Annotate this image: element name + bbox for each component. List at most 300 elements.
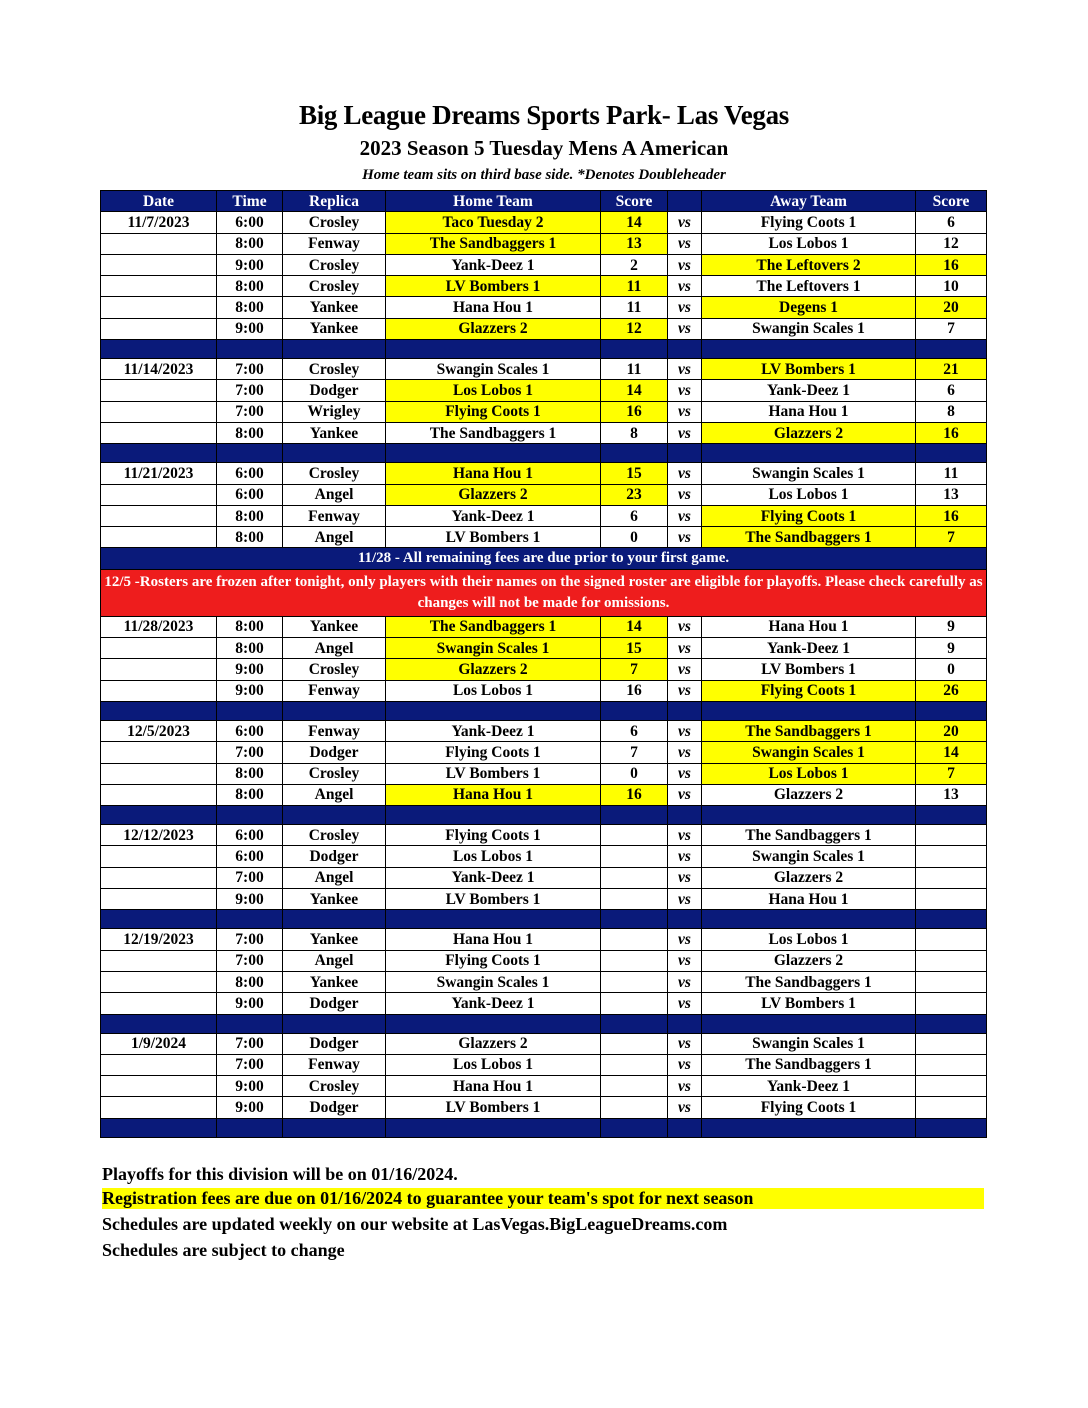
game-time: 9:00 <box>217 993 283 1014</box>
vs-label: vs <box>668 401 702 422</box>
roster-alert: 12/5 -Rosters are frozen after tonight, only players with their names on the signed roster are eligible for playoffs. Please check carefully as changes will not be made for omissions. <box>101 569 987 616</box>
game-date <box>101 889 217 910</box>
table-row <box>101 276 987 297</box>
field-name: Fenway <box>283 680 386 701</box>
separator-cell <box>101 1118 217 1137</box>
table-row <box>101 950 987 971</box>
away-score: 16 <box>916 254 987 275</box>
home-team: The Sandbaggers 1 <box>386 233 601 254</box>
home-score: 16 <box>601 401 668 422</box>
field-name: Fenway <box>283 720 386 741</box>
header-home-team: Home Team <box>386 191 601 212</box>
game-date <box>101 318 217 339</box>
separator-cell <box>101 1014 217 1033</box>
field-name: Angel <box>283 638 386 659</box>
separator-cell <box>668 1014 702 1033</box>
field-name: Angel <box>283 867 386 888</box>
away-team: LV Bombers 1 <box>702 359 916 380</box>
separator-cell <box>283 806 386 825</box>
field-name: Crosley <box>283 463 386 484</box>
away-score: 12 <box>916 233 987 254</box>
separator-cell <box>386 1118 601 1137</box>
game-date <box>101 950 217 971</box>
table-row <box>101 297 987 318</box>
away-team: Swangin Scales 1 <box>702 318 916 339</box>
away-team: The Sandbaggers 1 <box>702 720 916 741</box>
game-time: 7:00 <box>217 1054 283 1075</box>
registration-note: Registration fees are due on 01/16/2024 to guarantee your team's spot for next season <box>102 1188 984 1209</box>
game-time: 8:00 <box>217 422 283 443</box>
game-time: 7:00 <box>217 867 283 888</box>
away-score: 6 <box>916 380 987 401</box>
field-name: Yankee <box>283 929 386 950</box>
vs-label: vs <box>668 1054 702 1075</box>
game-time: 7:00 <box>217 359 283 380</box>
schedule-table <box>100 190 987 1138</box>
away-team: The Sandbaggers 1 <box>702 971 916 992</box>
separator-cell <box>101 910 217 929</box>
away-team: Glazzers 2 <box>702 950 916 971</box>
game-date <box>101 680 217 701</box>
away-team: Los Lobos 1 <box>702 484 916 505</box>
home-score: 11 <box>601 297 668 318</box>
vs-label: vs <box>668 659 702 680</box>
game-date <box>101 1097 217 1118</box>
home-score <box>601 867 668 888</box>
home-team: Hana Hou 1 <box>386 297 601 318</box>
field-name: Crosley <box>283 1076 386 1097</box>
home-team: Flying Coots 1 <box>386 825 601 846</box>
home-team: LV Bombers 1 <box>386 1097 601 1118</box>
home-team: Glazzers 2 <box>386 318 601 339</box>
away-team: Yank-Deez 1 <box>702 1076 916 1097</box>
game-time: 8:00 <box>217 638 283 659</box>
game-date <box>101 742 217 763</box>
home-score <box>601 1097 668 1118</box>
game-time: 7:00 <box>217 950 283 971</box>
away-team: Swangin Scales 1 <box>702 742 916 763</box>
game-date: 11/7/2023 <box>101 212 217 233</box>
table-row <box>101 971 987 992</box>
home-score: 11 <box>601 359 668 380</box>
game-date <box>101 1076 217 1097</box>
table-row <box>101 318 987 339</box>
field-name: Dodger <box>283 380 386 401</box>
field-name: Wrigley <box>283 401 386 422</box>
game-date: 12/5/2023 <box>101 720 217 741</box>
home-score <box>601 950 668 971</box>
table-row <box>101 680 987 701</box>
field-name: Crosley <box>283 212 386 233</box>
home-team: Hana Hou 1 <box>386 929 601 950</box>
away-score: 8 <box>916 401 987 422</box>
vs-label: vs <box>668 846 702 867</box>
home-team: LV Bombers 1 <box>386 889 601 910</box>
home-score: 23 <box>601 484 668 505</box>
game-time: 6:00 <box>217 720 283 741</box>
header-away-team: Away Team <box>702 191 916 212</box>
vs-label: vs <box>668 616 702 637</box>
home-team: Flying Coots 1 <box>386 401 601 422</box>
table-row <box>101 359 987 380</box>
away-score <box>916 1076 987 1097</box>
game-date <box>101 993 217 1014</box>
separator-cell <box>668 806 702 825</box>
home-score: 15 <box>601 463 668 484</box>
field-name: Dodger <box>283 1097 386 1118</box>
away-team: The Leftovers 2 <box>702 254 916 275</box>
game-date <box>101 297 217 318</box>
away-team: The Leftovers 1 <box>702 276 916 297</box>
away-team: Flying Coots 1 <box>702 212 916 233</box>
away-score: 11 <box>916 463 987 484</box>
field-name: Crosley <box>283 763 386 784</box>
game-time: 9:00 <box>217 318 283 339</box>
away-team: Swangin Scales 1 <box>702 1033 916 1054</box>
fees-banner-row <box>101 548 987 569</box>
separator-cell <box>702 340 916 359</box>
field-name: Yankee <box>283 422 386 443</box>
home-score: 7 <box>601 659 668 680</box>
away-score <box>916 867 987 888</box>
game-date <box>101 638 217 659</box>
separator-cell <box>702 1118 916 1137</box>
game-time: 7:00 <box>217 401 283 422</box>
game-date <box>101 784 217 805</box>
away-team: Los Lobos 1 <box>702 929 916 950</box>
away-team: Hana Hou 1 <box>702 401 916 422</box>
vs-label: vs <box>668 1076 702 1097</box>
away-score <box>916 825 987 846</box>
table-row <box>101 867 987 888</box>
home-score: 16 <box>601 680 668 701</box>
table-row <box>101 527 987 548</box>
schedule-body <box>101 212 987 1137</box>
game-time: 6:00 <box>217 212 283 233</box>
away-team: Yank-Deez 1 <box>702 380 916 401</box>
home-team: Glazzers 2 <box>386 1033 601 1054</box>
separator-cell <box>217 340 283 359</box>
vs-label: vs <box>668 359 702 380</box>
away-team: Los Lobos 1 <box>702 763 916 784</box>
game-time: 8:00 <box>217 297 283 318</box>
vs-label: vs <box>668 527 702 548</box>
table-row <box>101 638 987 659</box>
vs-label: vs <box>668 993 702 1014</box>
separator-cell <box>101 806 217 825</box>
website-note: Schedules are updated weekly on our website at LasVegas.BigLeagueDreams.com <box>102 1214 728 1234</box>
table-row <box>101 422 987 443</box>
away-team: Yank-Deez 1 <box>702 638 916 659</box>
separator-cell <box>217 1014 283 1033</box>
home-team: Los Lobos 1 <box>386 1054 601 1075</box>
game-time: 8:00 <box>217 616 283 637</box>
game-time: 8:00 <box>217 276 283 297</box>
table-row <box>101 616 987 637</box>
away-score <box>916 1054 987 1075</box>
field-name: Yankee <box>283 889 386 910</box>
home-team: Yank-Deez 1 <box>386 720 601 741</box>
home-team: LV Bombers 1 <box>386 763 601 784</box>
separator-cell <box>283 1118 386 1137</box>
vs-label: vs <box>668 638 702 659</box>
game-time: 8:00 <box>217 971 283 992</box>
away-score <box>916 1097 987 1118</box>
game-time: 8:00 <box>217 505 283 526</box>
away-team: Hana Hou 1 <box>702 616 916 637</box>
vs-label: vs <box>668 867 702 888</box>
separator-cell <box>217 806 283 825</box>
field-name: Dodger <box>283 1033 386 1054</box>
field-name: Angel <box>283 784 386 805</box>
vs-label: vs <box>668 484 702 505</box>
fees-banner: 11/28 - All remaining fees are due prior to your first game. <box>101 548 987 569</box>
header-date: Date <box>101 191 217 212</box>
week-separator <box>101 444 987 463</box>
home-score: 2 <box>601 254 668 275</box>
home-score: 15 <box>601 638 668 659</box>
field-name: Crosley <box>283 359 386 380</box>
separator-cell <box>386 1014 601 1033</box>
home-score: 14 <box>601 380 668 401</box>
home-score: 6 <box>601 505 668 526</box>
home-team: LV Bombers 1 <box>386 527 601 548</box>
header-home-score: Score <box>601 191 668 212</box>
vs-label: vs <box>668 380 702 401</box>
game-time: 8:00 <box>217 233 283 254</box>
away-team: Glazzers 2 <box>702 867 916 888</box>
table-row <box>101 505 987 526</box>
field-name: Fenway <box>283 233 386 254</box>
separator-cell <box>668 340 702 359</box>
vs-label: vs <box>668 276 702 297</box>
separator-cell <box>217 1118 283 1137</box>
field-name: Yankee <box>283 616 386 637</box>
home-team: Swangin Scales 1 <box>386 638 601 659</box>
game-time: 9:00 <box>217 659 283 680</box>
field-name: Yankee <box>283 318 386 339</box>
vs-label: vs <box>668 720 702 741</box>
home-score <box>601 846 668 867</box>
separator-cell <box>386 910 601 929</box>
separator-cell <box>916 340 987 359</box>
home-team: Yank-Deez 1 <box>386 254 601 275</box>
home-score: 12 <box>601 318 668 339</box>
away-score: 7 <box>916 763 987 784</box>
header-away-score: Score <box>916 191 987 212</box>
home-score <box>601 993 668 1014</box>
week-separator <box>101 701 987 720</box>
separator-cell <box>283 910 386 929</box>
home-team: Glazzers 2 <box>386 484 601 505</box>
field-name: Angel <box>283 484 386 505</box>
separator-cell <box>386 444 601 463</box>
game-date <box>101 763 217 784</box>
separator-cell <box>101 444 217 463</box>
separator-cell <box>702 1014 916 1033</box>
table-row <box>101 720 987 741</box>
away-score <box>916 889 987 910</box>
away-score: 13 <box>916 784 987 805</box>
away-score: 10 <box>916 276 987 297</box>
game-date <box>101 527 217 548</box>
playoffs-note: Playoffs for this division will be on 01/16/2024. <box>102 1164 458 1184</box>
game-date <box>101 380 217 401</box>
separator-cell <box>601 444 668 463</box>
away-score: 6 <box>916 212 987 233</box>
header-replica: Replica <box>283 191 386 212</box>
vs-label: vs <box>668 889 702 910</box>
field-name: Yankee <box>283 971 386 992</box>
table-row <box>101 233 987 254</box>
week-separator <box>101 1118 987 1137</box>
away-score <box>916 950 987 971</box>
away-team: Swangin Scales 1 <box>702 463 916 484</box>
game-time: 7:00 <box>217 1033 283 1054</box>
vs-label: vs <box>668 971 702 992</box>
game-time: 9:00 <box>217 254 283 275</box>
home-score: 16 <box>601 784 668 805</box>
away-team: Swangin Scales 1 <box>702 846 916 867</box>
home-team: Los Lobos 1 <box>386 680 601 701</box>
vs-label: vs <box>668 1033 702 1054</box>
vs-label: vs <box>668 297 702 318</box>
game-date: 11/28/2023 <box>101 616 217 637</box>
game-time: 9:00 <box>217 680 283 701</box>
field-name: Dodger <box>283 846 386 867</box>
away-team: Flying Coots 1 <box>702 680 916 701</box>
game-date: 12/12/2023 <box>101 825 217 846</box>
away-team: LV Bombers 1 <box>702 659 916 680</box>
vs-label: vs <box>668 233 702 254</box>
away-team: Hana Hou 1 <box>702 889 916 910</box>
roster-alert-row <box>101 569 987 616</box>
header-vs <box>668 191 702 212</box>
home-score <box>601 971 668 992</box>
game-time: 8:00 <box>217 527 283 548</box>
home-team-note: Home team sits on third base side. *Denotes Doubleheader <box>362 167 726 183</box>
vs-label: vs <box>668 825 702 846</box>
week-separator <box>101 806 987 825</box>
separator-cell <box>702 701 916 720</box>
table-row <box>101 254 987 275</box>
away-score <box>916 971 987 992</box>
away-team: The Sandbaggers 1 <box>702 527 916 548</box>
home-team: Flying Coots 1 <box>386 742 601 763</box>
away-score: 13 <box>916 484 987 505</box>
away-team: Flying Coots 1 <box>702 1097 916 1118</box>
game-time: 6:00 <box>217 846 283 867</box>
home-score: 14 <box>601 616 668 637</box>
home-score <box>601 1033 668 1054</box>
away-score: 9 <box>916 616 987 637</box>
away-team: LV Bombers 1 <box>702 993 916 1014</box>
separator-cell <box>283 444 386 463</box>
field-name: Dodger <box>283 742 386 763</box>
separator-cell <box>217 444 283 463</box>
separator-cell <box>601 910 668 929</box>
game-time: 7:00 <box>217 380 283 401</box>
game-time: 8:00 <box>217 784 283 805</box>
away-score <box>916 846 987 867</box>
table-row <box>101 484 987 505</box>
field-name: Crosley <box>283 276 386 297</box>
game-date <box>101 971 217 992</box>
table-row <box>101 401 987 422</box>
separator-cell <box>283 1014 386 1033</box>
home-team: Swangin Scales 1 <box>386 359 601 380</box>
home-score: 0 <box>601 763 668 784</box>
home-team: Taco Tuesday 2 <box>386 212 601 233</box>
home-team: Los Lobos 1 <box>386 380 601 401</box>
separator-cell <box>283 701 386 720</box>
home-score <box>601 1054 668 1075</box>
away-score <box>916 1033 987 1054</box>
table-row <box>101 742 987 763</box>
game-time: 8:00 <box>217 763 283 784</box>
table-row <box>101 212 987 233</box>
vs-label: vs <box>668 929 702 950</box>
table-row <box>101 1054 987 1075</box>
game-time: 7:00 <box>217 742 283 763</box>
field-name: Yankee <box>283 297 386 318</box>
header-row <box>101 191 987 212</box>
away-score: 9 <box>916 638 987 659</box>
away-team: Los Lobos 1 <box>702 233 916 254</box>
game-time: 6:00 <box>217 825 283 846</box>
game-time: 6:00 <box>217 463 283 484</box>
away-score <box>916 993 987 1014</box>
game-date: 11/21/2023 <box>101 463 217 484</box>
vs-label: vs <box>668 212 702 233</box>
home-score: 8 <box>601 422 668 443</box>
home-team: The Sandbaggers 1 <box>386 616 601 637</box>
field-name: Crosley <box>283 254 386 275</box>
separator-cell <box>702 444 916 463</box>
home-team: Yank-Deez 1 <box>386 867 601 888</box>
table-row <box>101 380 987 401</box>
away-team: The Sandbaggers 1 <box>702 825 916 846</box>
away-team: Glazzers 2 <box>702 422 916 443</box>
home-team: Yank-Deez 1 <box>386 993 601 1014</box>
vs-label: vs <box>668 505 702 526</box>
home-score <box>601 1076 668 1097</box>
page-title: Big League Dreams Sports Park- Las Vegas <box>298 100 790 130</box>
header-time: Time <box>217 191 283 212</box>
table-row <box>101 929 987 950</box>
separator-cell <box>101 340 217 359</box>
away-score: 7 <box>916 527 987 548</box>
table-row <box>101 889 987 910</box>
subject-note: Schedules are subject to change <box>102 1240 345 1260</box>
table-row <box>101 825 987 846</box>
vs-label: vs <box>668 1097 702 1118</box>
home-score: 13 <box>601 233 668 254</box>
table-row <box>101 1076 987 1097</box>
game-date <box>101 484 217 505</box>
home-team: Hana Hou 1 <box>386 1076 601 1097</box>
home-score: 0 <box>601 527 668 548</box>
home-team: Flying Coots 1 <box>386 950 601 971</box>
vs-label: vs <box>668 422 702 443</box>
home-team: LV Bombers 1 <box>386 276 601 297</box>
separator-cell <box>916 444 987 463</box>
separator-cell <box>668 910 702 929</box>
separator-cell <box>668 1118 702 1137</box>
separator-cell <box>601 701 668 720</box>
game-time: 9:00 <box>217 889 283 910</box>
field-name: Dodger <box>283 993 386 1014</box>
